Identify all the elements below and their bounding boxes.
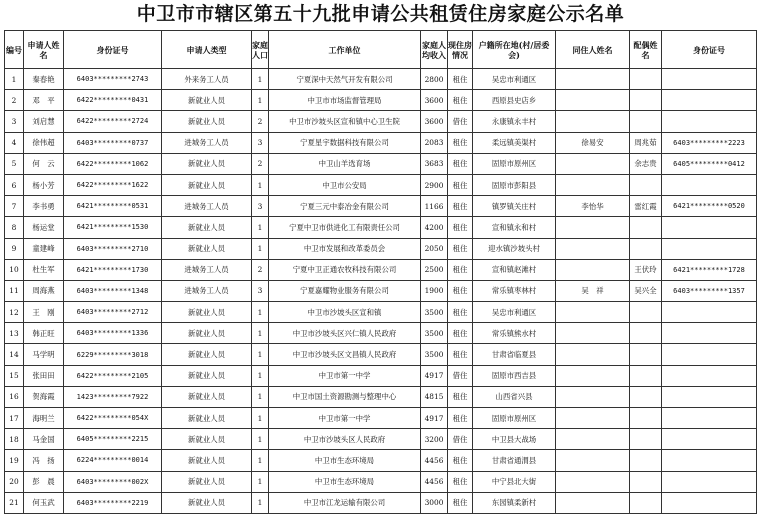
cell-hukou: 甘肃省通渭县 (473, 450, 556, 471)
cell-spouse-id (662, 323, 757, 344)
cell-employer: 中卫市沙坡头区兴仁镇人民政府 (269, 323, 421, 344)
cell-spouse (630, 408, 662, 429)
cell-spouse: 吴兴全 (630, 280, 662, 301)
cell-hukou: 永康镇永丰村 (473, 111, 556, 132)
cell-id: 6403*********002X (64, 471, 162, 492)
table-row (5, 238, 757, 259)
cell-housing: 租住 (448, 302, 473, 323)
cell-income: 4917 (421, 408, 448, 429)
cell-housing: 租住 (448, 280, 473, 301)
cell-type: 新就业人员 (162, 386, 252, 407)
cell-spouse (630, 111, 662, 132)
cell-type: 新就业人员 (162, 111, 252, 132)
cell-income: 2900 (421, 174, 448, 195)
cell-name: 马学明 (24, 344, 64, 365)
cell-spouse-id (662, 492, 757, 513)
cell-name: 童建峰 (24, 238, 64, 259)
cell-family-size: 1 (252, 174, 269, 195)
cell-name: 海明兰 (24, 408, 64, 429)
table-row (5, 90, 757, 111)
cell-income: 4200 (421, 217, 448, 238)
cell-spouse (630, 492, 662, 513)
cell-no: 7 (5, 196, 24, 217)
cell-no: 1 (5, 69, 24, 90)
cell-spouse (630, 217, 662, 238)
cell-no: 16 (5, 386, 24, 407)
cell-housing: 租住 (448, 132, 473, 153)
cell-income: 3200 (421, 429, 448, 450)
cell-id: 6421*********1530 (64, 217, 162, 238)
cell-no: 6 (5, 174, 24, 195)
cell-no: 13 (5, 323, 24, 344)
cell-spouse-id (662, 217, 757, 238)
cell-hukou: 吴忠市利通区 (473, 69, 556, 90)
cell-housing: 租住 (448, 492, 473, 513)
cell-cohabitant: 徐易安 (556, 132, 630, 153)
cell-no: 17 (5, 408, 24, 429)
cell-income: 3683 (421, 153, 448, 174)
cell-hukou: 固原市彭阳县 (473, 174, 556, 195)
cell-hukou: 宣和镇永和村 (473, 217, 556, 238)
cell-income: 1166 (421, 196, 448, 217)
cell-hukou: 吴忠市利通区 (473, 302, 556, 323)
cell-spouse-id: 6403*********2223 (662, 132, 757, 153)
applicant-table (4, 30, 757, 514)
cell-hukou: 迎水镇沙坡头村 (473, 238, 556, 259)
cell-cohabitant (556, 492, 630, 513)
cell-no: 21 (5, 492, 24, 513)
cell-type: 进城务工人员 (162, 280, 252, 301)
cell-name: 徐伟超 (24, 132, 64, 153)
cell-type: 新就业人员 (162, 153, 252, 174)
cell-no: 18 (5, 429, 24, 450)
cell-income: 4456 (421, 450, 448, 471)
cell-hukou: 柔远镇美渠村 (473, 132, 556, 153)
cell-type: 新就业人员 (162, 174, 252, 195)
cell-income: 3500 (421, 344, 448, 365)
header-income: 家庭人均收入 (421, 31, 448, 69)
cell-cohabitant (556, 302, 630, 323)
header-family-size: 家庭人口 (252, 31, 269, 69)
cell-name: 杜生军 (24, 259, 64, 280)
cell-type: 进城务工人员 (162, 196, 252, 217)
table-row (5, 196, 757, 217)
cell-family-size: 1 (252, 386, 269, 407)
cell-name: 杨运堂 (24, 217, 64, 238)
cell-family-size: 1 (252, 365, 269, 386)
cell-type: 新就业人员 (162, 344, 252, 365)
cell-employer: 中卫市第一中学 (269, 365, 421, 386)
cell-housing: 借住 (448, 429, 473, 450)
cell-housing: 租住 (448, 450, 473, 471)
cell-cohabitant (556, 174, 630, 195)
cell-id: 6421*********1730 (64, 259, 162, 280)
cell-hukou: 镇罗镇关庄村 (473, 196, 556, 217)
cell-type: 外来务工人员 (162, 69, 252, 90)
cell-housing: 租住 (448, 386, 473, 407)
cell-cohabitant (556, 323, 630, 344)
cell-id: 1423*********7922 (64, 386, 162, 407)
cell-housing: 租住 (448, 217, 473, 238)
cell-id: 6421*********0531 (64, 196, 162, 217)
table-row (5, 259, 757, 280)
cell-housing: 借住 (448, 111, 473, 132)
cell-employer: 中卫市国土资源勘测与整理中心 (269, 386, 421, 407)
cell-employer: 中卫市江龙运输有限公司 (269, 492, 421, 513)
header-no: 编号 (5, 31, 24, 69)
table-row (5, 217, 757, 238)
cell-no: 14 (5, 344, 24, 365)
cell-spouse-id (662, 302, 757, 323)
cell-spouse-id (662, 238, 757, 259)
cell-spouse-id: 6421*********0520 (662, 196, 757, 217)
cell-spouse (630, 238, 662, 259)
cell-spouse (630, 429, 662, 450)
cell-spouse-id: 6421*********1728 (662, 259, 757, 280)
page-title: 中卫市市辖区第五十九批申请公共租赁住房家庭公示名单 (136, 3, 625, 25)
cell-income: 1900 (421, 280, 448, 301)
cell-spouse (630, 323, 662, 344)
cell-no: 2 (5, 90, 24, 111)
cell-cohabitant: 吴 祥 (556, 280, 630, 301)
cell-spouse (630, 69, 662, 90)
cell-income: 4815 (421, 386, 448, 407)
cell-name: 李书勇 (24, 196, 64, 217)
cell-employer: 中卫市沙坡头区文昌镇人民政府 (269, 344, 421, 365)
cell-type: 进城务工人员 (162, 132, 252, 153)
cell-name: 韩正旺 (24, 323, 64, 344)
cell-hukou: 西原县史店乡 (473, 90, 556, 111)
cell-family-size: 2 (252, 259, 269, 280)
cell-income: 3000 (421, 492, 448, 513)
cell-housing: 租住 (448, 408, 473, 429)
table-row (5, 323, 757, 344)
table-row (5, 132, 757, 153)
cell-cohabitant (556, 450, 630, 471)
cell-family-size: 1 (252, 238, 269, 259)
cell-type: 进城务工人员 (162, 259, 252, 280)
table-row (5, 365, 757, 386)
cell-housing: 租住 (448, 471, 473, 492)
cell-no: 11 (5, 280, 24, 301)
cell-spouse-id (662, 344, 757, 365)
cell-employer: 中卫市沙坡头区人民政府 (269, 429, 421, 450)
cell-type: 新就业人员 (162, 90, 252, 111)
table-row (5, 408, 757, 429)
cell-spouse-id (662, 471, 757, 492)
cell-housing: 租住 (448, 196, 473, 217)
cell-spouse (630, 174, 662, 195)
cell-hukou: 东园镇柔新村 (473, 492, 556, 513)
table-row (5, 492, 757, 513)
cell-income: 4917 (421, 365, 448, 386)
cell-spouse (630, 471, 662, 492)
table-row (5, 386, 757, 407)
cell-family-size: 1 (252, 408, 269, 429)
cell-no: 3 (5, 111, 24, 132)
cell-family-size: 3 (252, 196, 269, 217)
cell-name: 何 云 (24, 153, 64, 174)
cell-name: 邓 平 (24, 90, 64, 111)
cell-type: 新就业人员 (162, 450, 252, 471)
cell-hukou: 山西省兴县 (473, 386, 556, 407)
cell-family-size: 1 (252, 492, 269, 513)
cell-id: 6403*********2710 (64, 238, 162, 259)
cell-id: 6403*********0737 (64, 132, 162, 153)
cell-no: 20 (5, 471, 24, 492)
cell-cohabitant (556, 471, 630, 492)
cell-employer: 中卫市生态环境局 (269, 450, 421, 471)
cell-employer: 中卫市发展和改革委员会 (269, 238, 421, 259)
cell-spouse-id (662, 386, 757, 407)
cell-cohabitant (556, 69, 630, 90)
cell-income: 3600 (421, 111, 448, 132)
table-row (5, 174, 757, 195)
cell-hukou: 甘肃省临夏县 (473, 344, 556, 365)
cell-name: 杨小芳 (24, 174, 64, 195)
cell-name: 周海燕 (24, 280, 64, 301)
cell-type: 新就业人员 (162, 429, 252, 450)
cell-spouse: 王伏玲 (630, 259, 662, 280)
cell-id: 6403*********2743 (64, 69, 162, 90)
cell-housing: 租住 (448, 90, 473, 111)
cell-spouse-id (662, 429, 757, 450)
cell-id: 6224*********0014 (64, 450, 162, 471)
cell-cohabitant (556, 217, 630, 238)
cell-name: 彭 晨 (24, 471, 64, 492)
header-spouse: 配偶姓名 (630, 31, 662, 69)
cell-spouse-id (662, 69, 757, 90)
cell-id: 6422*********1622 (64, 174, 162, 195)
cell-no: 15 (5, 365, 24, 386)
cell-employer: 中卫市公安局 (269, 174, 421, 195)
cell-no: 8 (5, 217, 24, 238)
table-row (5, 302, 757, 323)
cell-employer: 宁夏嘉耀物业服务有限公司 (269, 280, 421, 301)
cell-family-size: 1 (252, 217, 269, 238)
cell-type: 新就业人员 (162, 365, 252, 386)
cell-no: 5 (5, 153, 24, 174)
table-row (5, 280, 757, 301)
cell-no: 10 (5, 259, 24, 280)
table-row (5, 344, 757, 365)
cell-employer: 中卫市第一中学 (269, 408, 421, 429)
header-name: 申请人姓名 (24, 31, 64, 69)
cell-spouse-id (662, 111, 757, 132)
cell-id: 6229*********3018 (64, 344, 162, 365)
cell-income: 2800 (421, 69, 448, 90)
cell-spouse (630, 450, 662, 471)
cell-income: 2050 (421, 238, 448, 259)
cell-family-size: 1 (252, 450, 269, 471)
cell-id: 6403*********2712 (64, 302, 162, 323)
cell-type: 新就业人员 (162, 217, 252, 238)
header-type: 申请人类型 (162, 31, 252, 69)
cell-type: 新就业人员 (162, 408, 252, 429)
cell-housing: 租住 (448, 238, 473, 259)
header-hukou: 户籍所在地(村/居委会) (473, 31, 556, 69)
cell-housing: 租住 (448, 323, 473, 344)
table-row (5, 429, 757, 450)
cell-id: 6422*********054X (64, 408, 162, 429)
table-row (5, 450, 757, 471)
cell-hukou: 固原市西吉县 (473, 365, 556, 386)
cell-spouse-id (662, 365, 757, 386)
cell-cohabitant (556, 429, 630, 450)
cell-name: 张田田 (24, 365, 64, 386)
cell-name: 贺海霞 (24, 386, 64, 407)
cell-housing: 借住 (448, 365, 473, 386)
cell-type: 新就业人员 (162, 492, 252, 513)
cell-no: 19 (5, 450, 24, 471)
cell-id: 6403*********1336 (64, 323, 162, 344)
header-housing: 现住房情况 (448, 31, 473, 69)
cell-income: 2500 (421, 259, 448, 280)
cell-id: 6422*********1062 (64, 153, 162, 174)
cell-cohabitant (556, 259, 630, 280)
table-row (5, 153, 757, 174)
cell-employer: 中卫市生态环境局 (269, 471, 421, 492)
cell-housing: 租住 (448, 153, 473, 174)
cell-spouse: 周兆茹 (630, 132, 662, 153)
cell-employer: 宁夏中卫市供进化工有限责任公司 (269, 217, 421, 238)
cell-family-size: 1 (252, 471, 269, 492)
cell-income: 3600 (421, 90, 448, 111)
cell-cohabitant: 李怡华 (556, 196, 630, 217)
cell-family-size: 2 (252, 111, 269, 132)
cell-hukou: 常乐镇枣林村 (473, 280, 556, 301)
cell-spouse-id (662, 90, 757, 111)
cell-type: 新就业人员 (162, 471, 252, 492)
table-row (5, 111, 757, 132)
cell-spouse-id: 6405*********0412 (662, 153, 757, 174)
cell-family-size: 1 (252, 69, 269, 90)
cell-hukou: 固原市原州区 (473, 153, 556, 174)
cell-spouse-id (662, 408, 757, 429)
cell-family-size: 1 (252, 344, 269, 365)
cell-name: 马金国 (24, 429, 64, 450)
cell-no: 12 (5, 302, 24, 323)
cell-name: 冯 扬 (24, 450, 64, 471)
cell-type: 新就业人员 (162, 302, 252, 323)
cell-name: 何玉武 (24, 492, 64, 513)
cell-family-size: 1 (252, 323, 269, 344)
cell-hukou: 固原市原州区 (473, 408, 556, 429)
table-row (5, 69, 757, 90)
cell-housing: 租住 (448, 259, 473, 280)
cell-employer: 中卫市沙坡头区宣和镇中心卫生院 (269, 111, 421, 132)
table-header-row (5, 31, 757, 69)
cell-employer: 宁夏三元中泰冶金有限公司 (269, 196, 421, 217)
cell-name: 秦春艳 (24, 69, 64, 90)
cell-spouse-id (662, 174, 757, 195)
cell-spouse (630, 365, 662, 386)
cell-spouse: 余志贵 (630, 153, 662, 174)
cell-type: 新就业人员 (162, 238, 252, 259)
cell-name: 刘启慧 (24, 111, 64, 132)
cell-housing: 租住 (448, 344, 473, 365)
cell-id: 6422*********0431 (64, 90, 162, 111)
cell-hukou: 宣和镇赵滩村 (473, 259, 556, 280)
table-row (5, 471, 757, 492)
cell-cohabitant (556, 386, 630, 407)
cell-income: 2083 (421, 132, 448, 153)
header-cohabitant: 同住人姓名 (556, 31, 630, 69)
cell-housing: 租住 (448, 69, 473, 90)
cell-spouse: 雷红霞 (630, 196, 662, 217)
cell-hukou: 常乐镇熊水村 (473, 323, 556, 344)
cell-cohabitant (556, 153, 630, 174)
cell-id: 6403*********1348 (64, 280, 162, 301)
cell-employer: 宁夏中卫正通农牧科技有限公司 (269, 259, 421, 280)
cell-cohabitant (556, 365, 630, 386)
cell-hukou: 中卫县大战场 (473, 429, 556, 450)
cell-no: 4 (5, 132, 24, 153)
cell-employer: 中卫市沙坡头区宣和镇 (269, 302, 421, 323)
cell-spouse (630, 386, 662, 407)
cell-no: 9 (5, 238, 24, 259)
cell-spouse (630, 344, 662, 365)
cell-family-size: 1 (252, 90, 269, 111)
cell-employer: 中卫市市场监督管理局 (269, 90, 421, 111)
cell-family-size: 3 (252, 132, 269, 153)
header-id: 身份证号 (64, 31, 162, 69)
cell-family-size: 1 (252, 429, 269, 450)
cell-employer: 宁夏星宇数据科技有限公司 (269, 132, 421, 153)
cell-employer: 宁夏深中天然气开发有限公司 (269, 69, 421, 90)
cell-income: 3500 (421, 302, 448, 323)
cell-income: 3500 (421, 323, 448, 344)
cell-employer: 中卫山羊选育场 (269, 153, 421, 174)
cell-id: 6403*********2219 (64, 492, 162, 513)
cell-cohabitant (556, 111, 630, 132)
cell-spouse-id: 6403*********1357 (662, 280, 757, 301)
table-body (5, 69, 757, 514)
cell-family-size: 3 (252, 280, 269, 301)
cell-family-size: 1 (252, 302, 269, 323)
header-spouse-id: 身份证号 (662, 31, 757, 69)
cell-hukou: 中宁县北大街 (473, 471, 556, 492)
cell-family-size: 2 (252, 153, 269, 174)
cell-spouse (630, 90, 662, 111)
cell-type: 新就业人员 (162, 323, 252, 344)
cell-income: 4456 (421, 471, 448, 492)
cell-housing: 租住 (448, 174, 473, 195)
cell-cohabitant (556, 408, 630, 429)
cell-id: 6422*********2105 (64, 365, 162, 386)
cell-spouse (630, 302, 662, 323)
header-employer: 工作单位 (269, 31, 421, 69)
cell-id: 6405*********2215 (64, 429, 162, 450)
cell-cohabitant (556, 344, 630, 365)
cell-id: 6422*********2724 (64, 111, 162, 132)
cell-cohabitant (556, 238, 630, 259)
cell-name: 王 刚 (24, 302, 64, 323)
cell-spouse-id (662, 450, 757, 471)
cell-cohabitant (556, 90, 630, 111)
